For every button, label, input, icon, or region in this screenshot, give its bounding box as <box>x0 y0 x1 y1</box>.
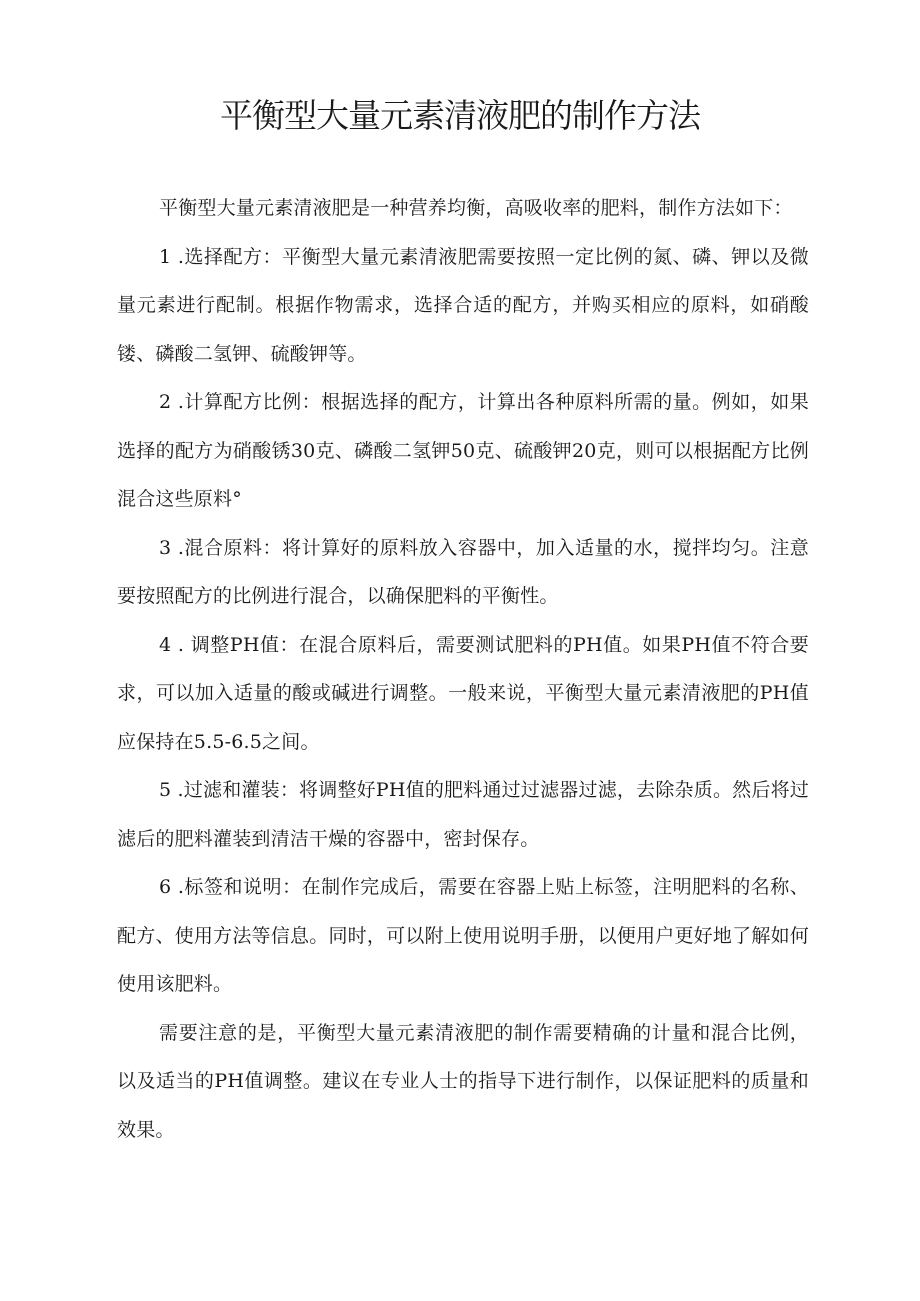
paragraph-step-4: 4 . 调整PH值：在混合原料后，需要测试肥料的PH值。如果PH值不符合要求，可以加入适量的酸或碱进行调整。一般来说，平衡型大量元素清液肥的PH值应保持在5.5-6.5之间。 <box>117 633 809 753</box>
paragraph-step-3: 3 .混合原料：将计算好的原料放入容器中，加入适量的水，搅拌均匀。注意要按照配方的比例进行混合，以确保肥料的平衡性。 <box>117 536 809 607</box>
document-body <box>117 184 809 1154</box>
paragraph-step-1: 1 .选择配方：平衡型大量元素清液肥需要按照一定比例的氮、磷、钾以及微量元素进行配制。根据作物需求，选择合适的配方，并购买相应的原料，如硝酸镂、磷酸二氢钾、硫酸钾等。 <box>117 245 809 365</box>
paragraph-note: 需要注意的是，平衡型大量元素清液肥的制作需要精确的计量和混合比例，以及适当的PH值调整。建议在专业人士的指导下进行制作，以保证肥料的质量和效果。 <box>117 1021 809 1141</box>
document-title: 平衡型大量元素清液肥的制作方法 <box>220 96 700 135</box>
paragraph-intro: 平衡型大量元素清液肥是一种营养均衡，高吸收率的肥料，制作方法如下： <box>159 197 793 219</box>
paragraph-step-5: 5 .过滤和灌装：将调整好PH值的肥料通过过滤器过滤，去除杂质。然后将过滤后的肥料灌装到清洁干燥的容器中，密封保存。 <box>117 779 809 850</box>
paragraph-step-2: 2 .计算配方比例：根据选择的配方，计算出各种原料所需的量。例如，如果选择的配方为硝酸锈30克、磷酸二氢钾50克、硫酸钾20克，则可以根据配方比例混合这些原料° <box>117 391 809 510</box>
paragraph-step-6: 6 .标签和说明：在制作完成后，需要在容器上贴上标签，注明肥料的名称、配方、使用方法等信息。同时，可以附上使用说明手册，以便用户更好地了解如何使用该肥料。 <box>117 876 809 995</box>
